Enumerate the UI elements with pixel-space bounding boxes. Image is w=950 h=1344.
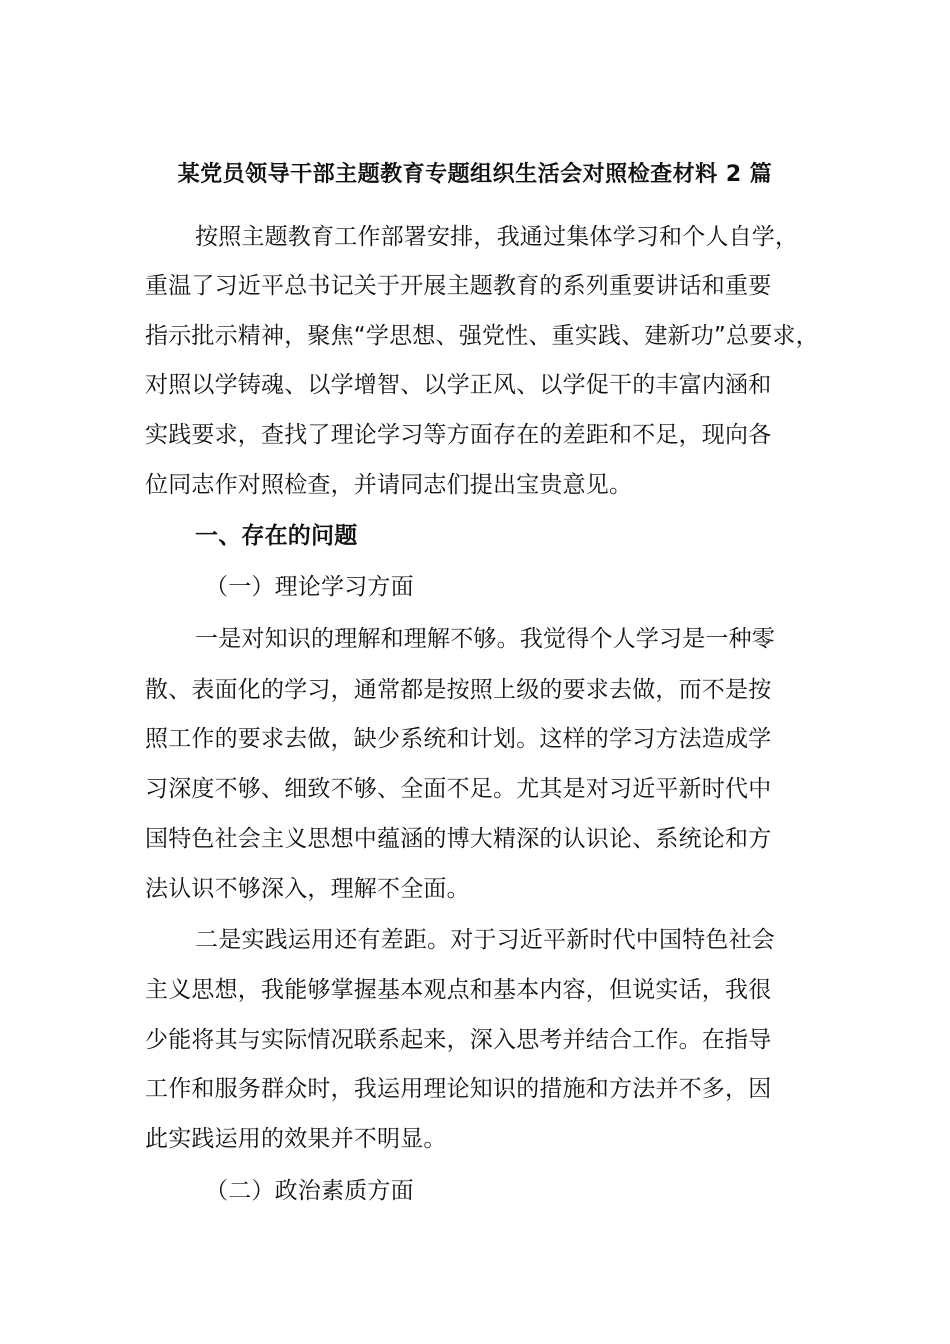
paragraph-line: 国特色社会主义思想中蕴涵的博大精深的认识论、系统论和方 bbox=[145, 826, 772, 852]
intro-line: 按照主题教育工作部署安排，我通过集体学习和个人自学， bbox=[195, 224, 799, 250]
paragraph-line: 一是对知识的理解和理解不够。我觉得个人学习是一种零 bbox=[195, 626, 775, 652]
paragraph-line: 习深度不够、细致不够、全面不足。尤其是对习近平新时代中 bbox=[145, 776, 772, 802]
paragraph-line: 照工作的要求去做，缺少系统和计划。这样的学习方法造成学 bbox=[145, 726, 772, 752]
paragraph-line: 此实践运用的效果并不明显。 bbox=[145, 1126, 447, 1152]
paragraph-line: 工作和服务群众时，我运用理论知识的措施和方法并不多，因 bbox=[145, 1076, 772, 1102]
intro-line: 重温了习近平总书记关于开展主题教育的系列重要讲话和重要 bbox=[145, 273, 772, 299]
paragraph-line: 散、表面化的学习，通常都是按照上级的要求去做，而不是按 bbox=[145, 677, 772, 703]
section-heading-problems: 一、存在的问题 bbox=[195, 523, 358, 549]
subsection-heading-theory: （一）理论学习方面 bbox=[205, 574, 414, 600]
document-title: 某党员领导干部主题教育专题组织生活会对照检查材料 2 篇 bbox=[177, 162, 773, 187]
intro-line: 对照以学铸魂、以学增智、以学正风、以学促干的丰富内涵和 bbox=[145, 372, 772, 398]
paragraph-line: 主义思想，我能够掌握基本观点和基本内容，但说实话，我很 bbox=[145, 977, 772, 1003]
intro-line: 指示批示精神，聚焦“学思想、强党性、重实践、建新功”总要求， bbox=[145, 323, 819, 349]
paragraph-line: 法认识不够深入，理解不全面。 bbox=[145, 876, 470, 902]
paragraph-line: 少能将其与实际情况联系起来，深入思考并结合工作。在指导 bbox=[145, 1027, 772, 1053]
subsection-heading-political: （二）政治素质方面 bbox=[205, 1178, 414, 1204]
paragraph-line: 二是实践运用还有差距。对于习近平新时代中国特色社会 bbox=[195, 927, 775, 953]
intro-line: 位同志作对照检查，并请同志们提出宝贵意见。 bbox=[145, 472, 633, 498]
intro-line: 实践要求，查找了理论学习等方面存在的差距和不足，现向各 bbox=[145, 422, 772, 448]
